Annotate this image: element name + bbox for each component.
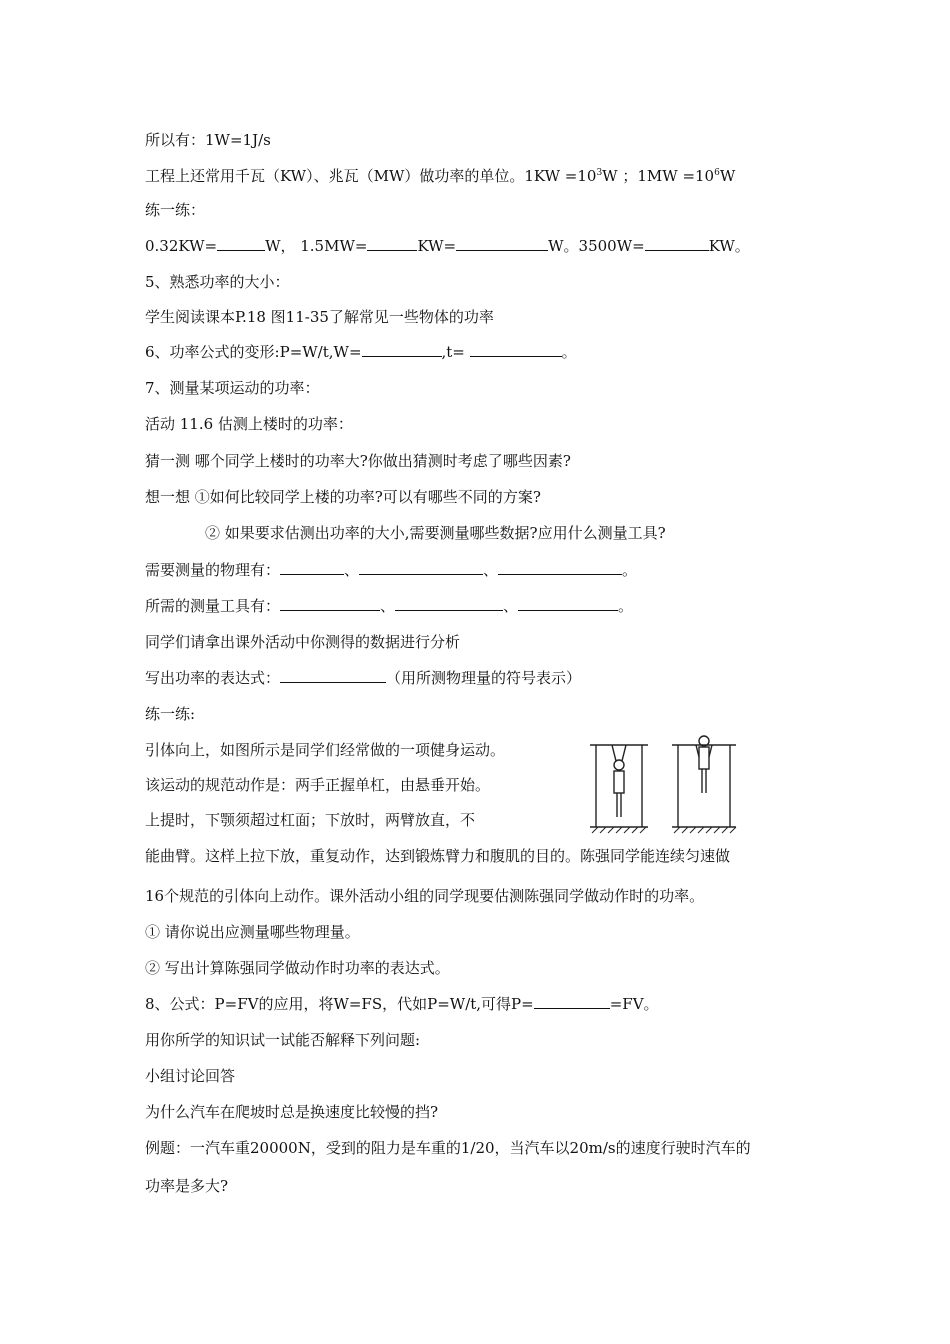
exercise-heading: 练一练： <box>145 201 206 219</box>
example-problem-continued: 功率是多大? <box>145 1177 229 1195</box>
text-line: 为什么汽车在爬坡时总是换速度比较慢的挡? <box>145 1103 439 1121</box>
answer-blank[interactable] <box>217 236 265 251</box>
question-item: ① 请你说出应测量哪些物理量。 <box>145 923 360 941</box>
fill-line: 写出功率的表达式： （用所测物理量的符号表示） <box>145 669 582 687</box>
answer-blank[interactable] <box>280 560 344 575</box>
text-line: 上提时，下颚须超过杠面；下放时，两臂放直，不 <box>145 811 476 829</box>
question-item: ② 写出计算陈强同学做动作时功率的表达式。 <box>145 959 450 977</box>
formula-line: 6、功率公式的变形:P=W/t,W= ,t= 。 <box>145 343 577 361</box>
answer-blank[interactable] <box>367 236 417 251</box>
text-line: 活动 11.6 估测上楼时的功率： <box>145 415 353 433</box>
exercise-line: 0.32KW= W， 1.5MW= KW= W。3500W= KW。 <box>145 237 750 255</box>
text-line: 所以有：1W=1J/s <box>145 131 271 149</box>
answer-blank[interactable] <box>395 596 503 611</box>
fill-line: 所需的测量工具有： 、 、 。 <box>145 597 634 615</box>
text-line: 想一想 ①如何比较同学上楼的功率?可以有哪些不同的方案? <box>145 488 541 506</box>
answer-blank[interactable] <box>362 342 442 357</box>
answer-blank[interactable] <box>359 560 483 575</box>
answer-blank[interactable] <box>280 596 380 611</box>
text-line: 用你所学的知识试一试能否解释下列问题: <box>145 1031 421 1049</box>
text-line: 16个规范的引体向上动作。课外活动小组的同学现要估测陈强同学做动作时的功率。 <box>145 887 705 905</box>
answer-blank[interactable] <box>498 560 622 575</box>
answer-blank[interactable] <box>645 236 709 251</box>
text-line: 学生阅读课本P.18 图11-35了解常见一些物体的功率 <box>145 308 494 326</box>
pull-up-figure <box>586 735 746 839</box>
answer-blank[interactable] <box>470 342 562 357</box>
text-line: 能曲臂。这样上拉下放，重复动作，达到锻炼臂力和腹肌的目的。陈强同学能连续匀速做 <box>145 847 731 865</box>
text-line: 猜一测 哪个同学上楼时的功率大?你做出猜测时考虑了哪些因素? <box>145 452 571 470</box>
answer-blank[interactable] <box>456 236 548 251</box>
section-heading: 7、测量某项运动的功率： <box>145 379 320 397</box>
unit-conversion-line: 工程上还常用千瓦（KW）、兆瓦（MW）做功率的单位。$1KW =10^3W$ ；$1MW =10^6W$ <box>145 167 736 185</box>
formula-line: 8、公式：P=FV的应用，将W=FS，代如P=W/t,可得P= =FV。 <box>145 995 659 1013</box>
exercise-heading: 练一练: <box>145 705 196 723</box>
example-problem: 例题：一汽车重20000N，受到的阻力是车重的1/20，当汽车以20m/s的速度行驶时汽车的 <box>145 1139 751 1157</box>
text-line: ② 如果要求估测出功率的大小,需要测量哪些数据?应用什么测量工具? <box>205 524 666 542</box>
section-heading: 5、熟悉功率的大小： <box>145 273 290 291</box>
text-line: 同学们请拿出课外活动中你测得的数据进行分析 <box>145 633 461 651</box>
text-line: 该运动的规范动作是：两手正握单杠，由悬垂开始。 <box>145 776 491 794</box>
answer-blank[interactable] <box>534 994 610 1009</box>
text-line: 小组讨论回答 <box>145 1067 236 1085</box>
text-line: 引体向上，如图所示是同学们经常做的一项健身运动。 <box>145 741 506 759</box>
answer-blank[interactable] <box>518 596 618 611</box>
answer-blank[interactable] <box>280 668 386 683</box>
fill-line: 需要测量的物理有： 、 、 。 <box>145 561 638 579</box>
